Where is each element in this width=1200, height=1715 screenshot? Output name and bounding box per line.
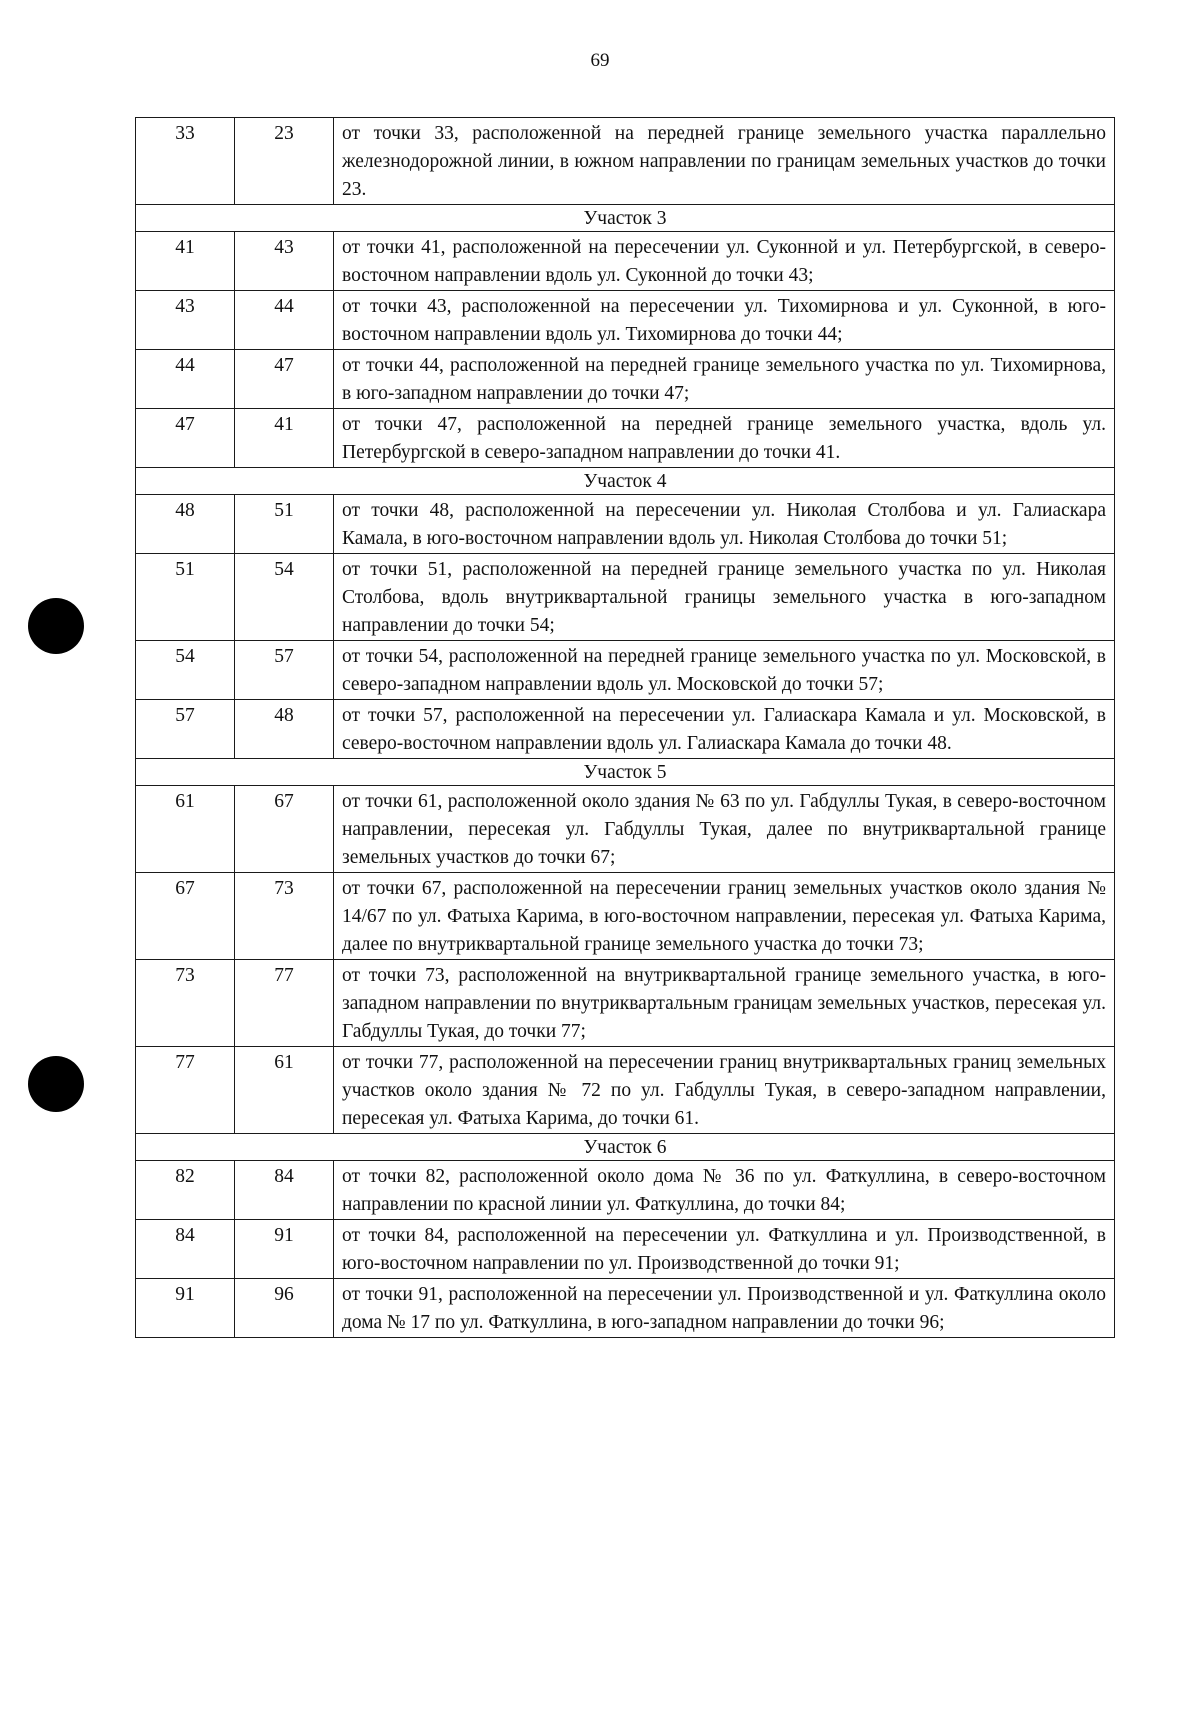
from-point-cell: 54: [136, 641, 235, 700]
boundary-description-cell: от точки 67, расположенной на пересечении границ земельных участков около здания № 14/67 по ул. Фатыха Карима, в юго-восточном направлении, пересекая ул. Фатыха Карима, далее по внутриквартальной границе земельного участка до точки 73;: [334, 873, 1115, 960]
table-row: [136, 1279, 1115, 1338]
from-point-cell: 61: [136, 786, 235, 873]
from-point-cell: 44: [136, 350, 235, 409]
page-number: 69: [590, 50, 610, 71]
from-point-cell: 84: [136, 1220, 235, 1279]
table-row: [136, 409, 1115, 468]
from-point-cell: 41: [136, 232, 235, 291]
boundary-description-cell: от точки 47, расположенной на передней границе земельного участка, вдоль ул. Петербургской в северо-западном направлении до точки 41.: [334, 409, 1115, 468]
to-point-cell: 44: [235, 291, 334, 350]
boundary-description-cell: от точки 77, расположенной на пересечении границ внутриквартальных границ земельных участков около здания № 72 по ул. Габдуллы Тукая, в северо-западном направлении, пересекая ул. Фатыха Карима, до точки 61.: [334, 1047, 1115, 1134]
boundary-description-cell: от точки 44, расположенной на передней границе земельного участка по ул. Тихомирнова, в юго-западном направлении до точки 47;: [334, 350, 1115, 409]
to-point-cell: 61: [235, 1047, 334, 1134]
punch-hole-mark: [28, 598, 84, 654]
to-point-cell: 84: [235, 1161, 334, 1220]
to-point-cell: 96: [235, 1279, 334, 1338]
from-point-cell: 47: [136, 409, 235, 468]
to-point-cell: 73: [235, 873, 334, 960]
table-body: [136, 118, 1115, 1338]
boundary-description-cell: от точки 61, расположенной около здания № 63 по ул. Габдуллы Тукая, в северо-восточном направлении, пересекая ул. Габдуллы Тукая, далее по внутриквартальной границе земельных участков до точки 67;: [334, 786, 1115, 873]
boundary-description-cell: от точки 57, расположенной на пересечении ул. Галиаскара Камала и ул. Московской, в северо-восточном направлении вдоль ул. Галиаскара Камала до точки 48.: [334, 700, 1115, 759]
boundary-description-cell: от точки 43, расположенной на пересечении ул. Тихомирнова и ул. Суконной, в юго-восточном направлении вдоль ул. Тихомирнова до точки 44;: [334, 291, 1115, 350]
table-row: [136, 873, 1115, 960]
from-point-cell: 82: [136, 1161, 235, 1220]
boundary-description-cell: от точки 51, расположенной на передней границе земельного участка по ул. Николая Столбова, вдоль внутриквартальной границы земельного участка в юго-западном направлении до точки 54;: [334, 554, 1115, 641]
to-point-cell: 54: [235, 554, 334, 641]
table-row: [136, 641, 1115, 700]
table-row: [136, 960, 1115, 1047]
boundary-description-cell: от точки 54, расположенной на передней границе земельного участка по ул. Московской, в северо-западном направлении вдоль ул. Московской до точки 57;: [334, 641, 1115, 700]
to-point-cell: 57: [235, 641, 334, 700]
from-point-cell: 48: [136, 495, 235, 554]
from-point-cell: 33: [136, 118, 235, 205]
table-row: [136, 1220, 1115, 1279]
boundary-description-cell: от точки 84, расположенной на пересечении ул. Фаткуллина и ул. Производственной, в юго-восточном направлении по ул. Производственной до точки 91;: [334, 1220, 1115, 1279]
to-point-cell: 67: [235, 786, 334, 873]
section-header-row: [136, 759, 1115, 786]
from-point-cell: 73: [136, 960, 235, 1047]
boundary-description-cell: от точки 73, расположенной на внутриквартальной границе земельного участка, в юго-западном направлении по внутриквартальным границам земельных участков, пересекая ул. Габдуллы Тукая, до точки 77;: [334, 960, 1115, 1047]
table-row: [136, 786, 1115, 873]
from-point-cell: 43: [136, 291, 235, 350]
to-point-cell: 41: [235, 409, 334, 468]
section-title: Участок 4: [136, 468, 1115, 495]
section-header-row: [136, 1134, 1115, 1161]
table-row: [136, 554, 1115, 641]
table-row: [136, 700, 1115, 759]
section-header-row: [136, 205, 1115, 232]
boundary-description-cell: от точки 33, расположенной на передней границе земельного участка параллельно железнодорожной линии, в южном направлении по границам земельных участков до точки 23.: [334, 118, 1115, 205]
boundary-description-cell: от точки 48, расположенной на пересечении ул. Николая Столбова и ул. Галиаскара Камала, в юго-восточном направлении вдоль ул. Николая Столбова до точки 51;: [334, 495, 1115, 554]
to-point-cell: 91: [235, 1220, 334, 1279]
to-point-cell: 48: [235, 700, 334, 759]
table-row: [136, 118, 1115, 205]
table-row: [136, 291, 1115, 350]
to-point-cell: 23: [235, 118, 334, 205]
from-point-cell: 77: [136, 1047, 235, 1134]
table-row: [136, 495, 1115, 554]
from-point-cell: 57: [136, 700, 235, 759]
from-point-cell: 67: [136, 873, 235, 960]
table-row: [136, 350, 1115, 409]
section-title: Участок 6: [136, 1134, 1115, 1161]
table-row: [136, 1047, 1115, 1134]
table-row: [136, 1161, 1115, 1220]
table-row: [136, 232, 1115, 291]
from-point-cell: 91: [136, 1279, 235, 1338]
section-header-row: [136, 468, 1115, 495]
to-point-cell: 47: [235, 350, 334, 409]
boundary-description-cell: от точки 41, расположенной на пересечении ул. Суконной и ул. Петербургской, в северо-восточном направлении вдоль ул. Суконной до точки 43;: [334, 232, 1115, 291]
section-title: Участок 3: [136, 205, 1115, 232]
punch-hole-mark: [28, 1056, 84, 1112]
from-point-cell: 51: [136, 554, 235, 641]
section-title: Участок 5: [136, 759, 1115, 786]
to-point-cell: 43: [235, 232, 334, 291]
to-point-cell: 77: [235, 960, 334, 1047]
boundary-description-cell: от точки 91, расположенной на пересечении ул. Производственной и ул. Фаткуллина около дома № 17 по ул. Фаткуллина, в юго-западном направлении до точки 96;: [334, 1279, 1115, 1338]
boundary-description-table: [135, 117, 1115, 1338]
boundary-description-cell: от точки 82, расположенной около дома № 36 по ул. Фаткуллина, в северо-восточном направлении по красной линии ул. Фаткуллина, до точки 84;: [334, 1161, 1115, 1220]
to-point-cell: 51: [235, 495, 334, 554]
